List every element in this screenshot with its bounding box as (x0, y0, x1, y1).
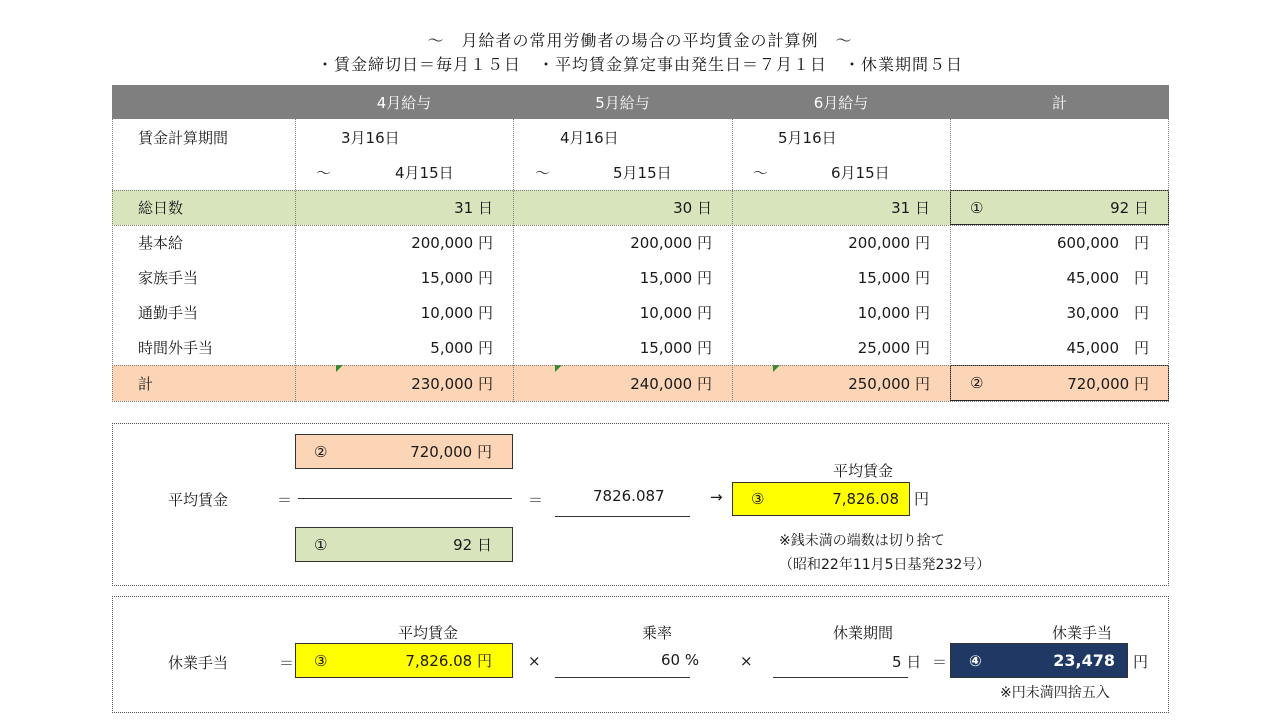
period-may-from: 4月16日 (560, 128, 619, 147)
sum-may: 240,000 円 (513, 365, 732, 401)
denominator-box (295, 527, 513, 562)
grid-line (112, 401, 1169, 402)
equals-sign: ＝ (279, 654, 295, 672)
row-overtime-total: 45,000 円 (1066, 339, 1149, 357)
grid-line (112, 365, 1169, 366)
denominator-value: 92 日 (453, 536, 492, 554)
wage-table (112, 85, 1169, 402)
row-basic-june: 200,000 円 (848, 234, 930, 252)
row-overtime-june: 25,000 円 (857, 339, 930, 357)
result-header: 平均賃金 (833, 462, 894, 480)
leave-allowance-result-box (950, 643, 1128, 678)
sum-label: 計 (112, 365, 295, 401)
avg-value: 7,826.08 円 (405, 652, 492, 670)
row-label-overtime: 時間外手当 (138, 339, 214, 357)
rate-value: 60 % (661, 651, 700, 669)
row-basic-may: 200,000 円 (630, 234, 712, 252)
result-mark: ③ (751, 490, 765, 508)
days-may: 30 日 (513, 190, 732, 225)
days-label: 総日数 (112, 190, 295, 225)
sum-april: 230,000 円 (295, 365, 513, 401)
days-total-mark: ① (970, 198, 984, 217)
raw-average: 7826.087 (593, 487, 665, 505)
equals-sign: ＝ (528, 491, 544, 509)
row-overtime-april: 5,000 円 (430, 339, 493, 357)
result-unit: 円 (914, 490, 930, 508)
comment-marker (773, 365, 780, 372)
fraction-bar (298, 498, 512, 499)
row-commute-may: 10,000 円 (639, 304, 712, 322)
grid-line (112, 225, 1169, 226)
result-header: 休業手当 (1052, 624, 1113, 642)
comment-marker (336, 365, 343, 372)
grid-line (1168, 119, 1169, 402)
period-april-to: 4月15日 (395, 163, 454, 182)
result-value: 7,826.08 (832, 490, 899, 508)
row-family-may: 15,000 円 (639, 269, 712, 287)
row-basic-april: 200,000 円 (411, 234, 493, 252)
grid-line (513, 119, 514, 402)
page-title: ～ 月給者の常用労働者の場合の平均賃金の計算例 ～ (427, 31, 853, 50)
numerator-box (295, 434, 513, 469)
period-april-from: 3月16日 (341, 128, 400, 147)
grid-line (732, 119, 733, 402)
legal-reference-note: （昭和22年11月5日基発232号） (779, 557, 991, 573)
avg-mark: ③ (314, 651, 328, 670)
row-family-june: 15,000 円 (857, 269, 930, 287)
leave-allowance-label: 休業手当 (168, 654, 229, 672)
rate-header: 乗率 (642, 624, 673, 642)
header-april: 4月給与 (295, 85, 513, 119)
sum-total-mark: ② (970, 374, 984, 392)
row-family-total: 45,000 円 (1066, 269, 1149, 287)
days-total-value: 92 日 (1110, 199, 1149, 217)
equals-sign: ＝ (277, 491, 293, 509)
rounding-note: ※銭未満の端数は切り捨て (779, 533, 945, 549)
result-unit: 円 (1133, 653, 1149, 671)
grid-line (112, 119, 113, 402)
days-april: 31 日 (295, 190, 513, 225)
denominator-mark: ① (314, 535, 328, 554)
multiply-sign: × (528, 652, 541, 670)
underline (555, 516, 690, 517)
arrow-icon: → (710, 488, 723, 506)
period-april-tilde: ～ (316, 163, 332, 182)
numerator-mark: ② (314, 442, 328, 461)
numerator-value: 720,000 円 (410, 443, 492, 461)
header-may: 5月給与 (513, 85, 732, 119)
row-overtime-may: 15,000 円 (639, 339, 712, 357)
row-label-basic: 基本給 (138, 234, 184, 252)
period-header: 休業期間 (833, 624, 894, 642)
result-mark: ④ (969, 651, 982, 670)
avg-wage-label: 平均賃金 (168, 491, 229, 509)
rounding-note: ※円未満四捨五入 (1000, 685, 1110, 701)
sum-total-value: 720,000 円 (1067, 374, 1149, 393)
grid-line (950, 119, 951, 402)
row-family-april: 15,000 円 (420, 269, 493, 287)
page-subtitle: ・賃金締切日＝毎月１５日 ・平均賃金算定事由発生日＝７月１日 ・休業期間５日 (316, 55, 963, 74)
avg-wage-box (295, 643, 513, 678)
period-may-to: 5月15日 (613, 163, 672, 182)
header-june: 6月給与 (732, 85, 950, 119)
grid-line (112, 190, 1169, 191)
header-total: 計 (950, 85, 1169, 119)
period-june-from: 5月16日 (778, 128, 837, 147)
period-june-tilde: ～ (753, 163, 769, 182)
underline (555, 677, 690, 678)
sum-june: 250,000 円 (732, 365, 950, 401)
grid-line (295, 119, 296, 402)
comment-marker (555, 365, 562, 372)
row-label-family: 家族手当 (138, 269, 199, 287)
average-wage-result-box (732, 482, 910, 516)
row-basic-total: 600,000 円 (1056, 234, 1149, 252)
multiply-sign: × (740, 652, 753, 670)
row-commute-june: 10,000 円 (857, 304, 930, 322)
period-may-tilde: ～ (535, 163, 551, 182)
equals-sign: ＝ (932, 653, 948, 671)
period-june-to: 6月15日 (831, 163, 890, 182)
days-june: 31 日 (732, 190, 950, 225)
result-value: 23,478 (1053, 651, 1115, 670)
period-value: 5 日 (892, 653, 922, 671)
row-commute-total: 30,000 円 (1066, 304, 1149, 322)
row-label-commute: 通勤手当 (138, 304, 199, 322)
row-commute-april: 10,000 円 (420, 304, 493, 322)
period-label: 賃金計算期間 (138, 128, 229, 147)
underline (773, 677, 908, 678)
avg-header: 平均賃金 (398, 624, 459, 642)
